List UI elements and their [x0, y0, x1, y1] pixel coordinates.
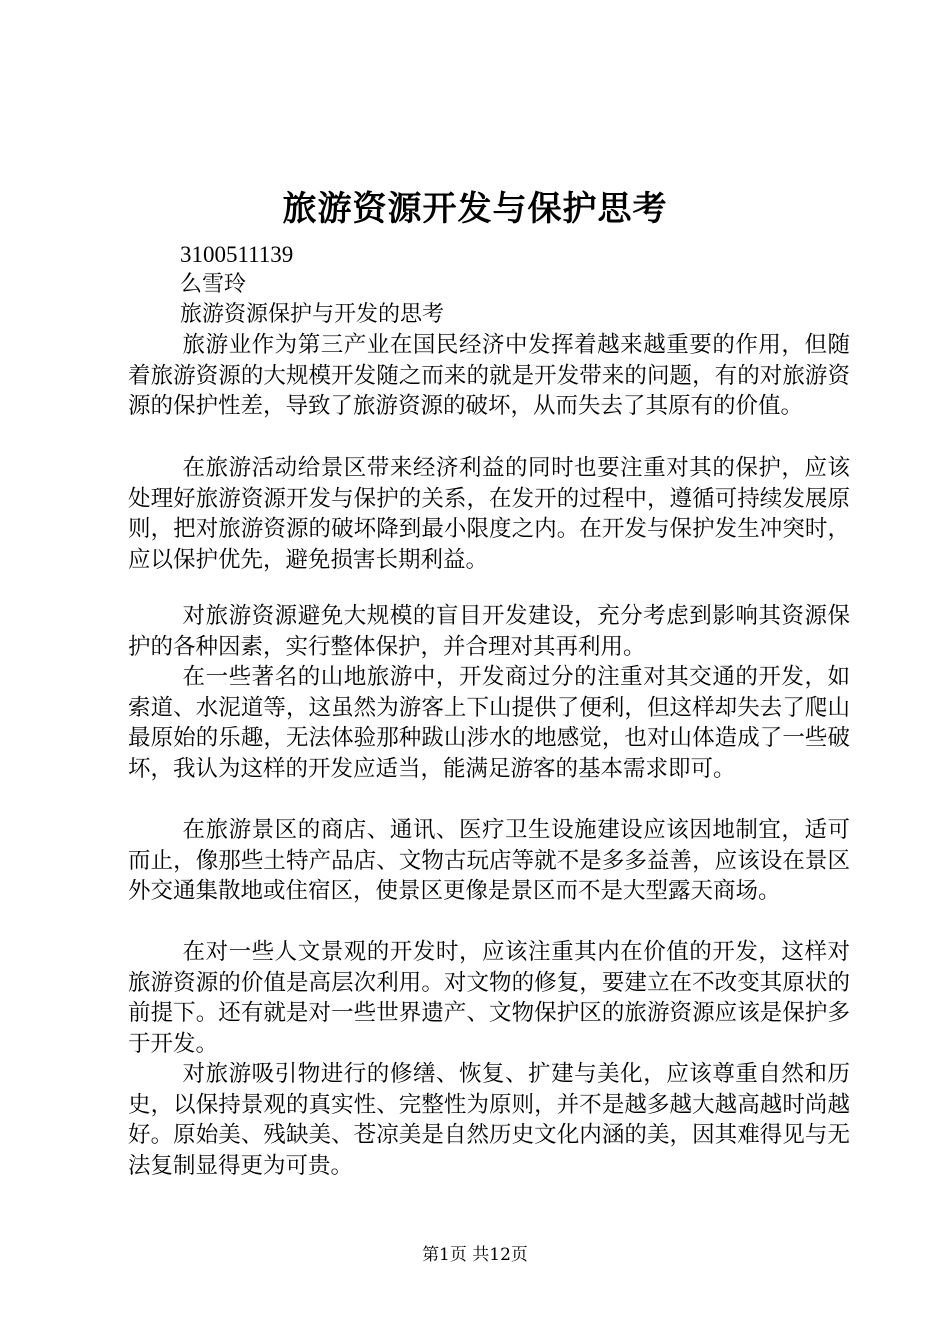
body-paragraph	[128, 453, 850, 575]
body-paragraph	[128, 937, 850, 1059]
student-id: 3100511139	[180, 242, 294, 267]
paragraph-text: 旅游业作为第三产业在国民经济中发挥着越来越重要的作用，但随着旅游资源的大规模开发随之而来的就是开发带来的问题，有的对旅游资源的保护性差，导致了旅游资源的破坏，从而失去了其原有的价值。	[128, 332, 850, 419]
paragraph-text: 对旅游资源避免大规模的盲目开发建设，充分考虑到影响其资源保护的各种因素，实行整体保护，并合理对其再利用。	[128, 603, 850, 660]
body-paragraph	[128, 330, 850, 422]
paragraph-text: 在旅游活动给景区带来经济利益的同时也要注重对其的保护，应该处理好旅游资源开发与保护的关系，在发开的过程中，遵循可持续发展原则，把对旅游资源的破坏降到最小限度之内。在开发与保护发生冲突时，应以保护优先，避免损害长期利益。	[128, 455, 850, 573]
body-paragraph	[128, 601, 850, 662]
document-title: 旅游资源开发与保护思考	[282, 189, 668, 229]
author-name: 么雪玲	[180, 272, 247, 297]
body-paragraph	[128, 1059, 850, 1181]
page-indicator: 第1页 共12页	[422, 1245, 528, 1265]
body-paragraph	[128, 815, 850, 907]
paragraph-text: 在一些著名的山地旅游中，开发商过分的注重对其交通的开发，如索道、水泥道等，这虽然为游客上下山提供了便利，但这样却失去了爬山最原始的乐趣，无法体验那种跋山涉水的地感觉，也对山体造成了一些破坏，我认为这样的开发应适当，能满足游客的基本需求即可。	[128, 664, 850, 782]
paragraph-text: 在对一些人文景观的开发时，应该注重其内在价值的开发，这样对旅游资源的价值是高层次利用。对文物的修复，要建立在不改变其原状的前提下。还有就是对一些世界遗产、文物保护区的旅游资源应该是保护多于开发。	[128, 939, 850, 1057]
paragraph-text: 对旅游吸引物进行的修缮、恢复、扩建与美化，应该尊重自然和历史，以保持景观的真实性、完整性为原则，并不是越多越大越高越时尚越好。原始美、残缺美、苍凉美是自然历史文化内涵的美，因其难得见与无法复制显得更为可贵。	[128, 1061, 850, 1179]
paragraph-text: 在旅游景区的商店、通讯、医疗卫生设施建设应该因地制宜，适可而止，像那些土特产品店、文物古玩店等就不是多多益善，应该设在景区外交通集散地或住宿区，使景区更像是景区而不是大型露天商场。	[128, 817, 850, 904]
document-subtitle: 旅游资源保护与开发的思考	[180, 302, 445, 327]
body-paragraph	[128, 662, 850, 784]
